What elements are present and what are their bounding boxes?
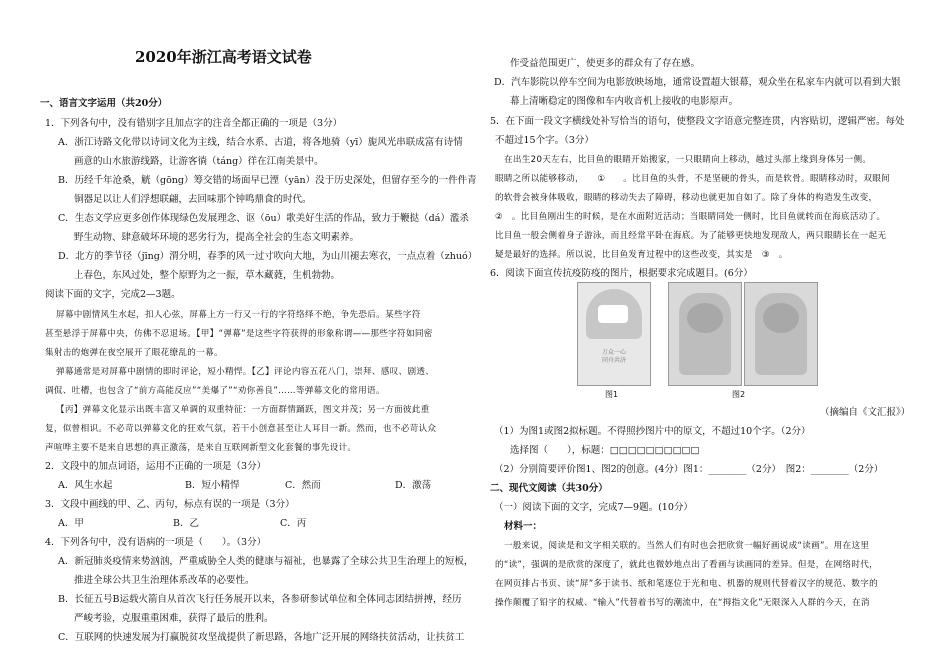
left-text-line: D．北方的季节径（jīng）渭分明，春季的风一过寸吹向大地，为山川褪去寒衣，一点点着（zhuó） <box>58 251 478 262</box>
left-text-line: 铜器足以让人们浮想联翩，去回味那个钟鸣鼎食的时代。 <box>74 194 312 205</box>
left-text-line: 野生动物、肆意破坏环境的恶劣行为，提高全社会的生态文明素养。 <box>74 232 360 243</box>
left-text-line: A．浙江诗路文化带以诗词文化为主线，结合水系、古道，将各地骑（yī）旎风光串联成富有诗情 <box>58 137 463 148</box>
left-text-line: 画意的山水旅游线路，让游客徜（táng）徉在江南美景中。 <box>74 156 324 167</box>
left-text-line: C．互联网的快速发展为打赢脱贫攻坚战提供了新思路，各地广泛开展的网络扶贫活动，让扶贫工 <box>58 632 465 643</box>
right-text-line: 操作颠覆了铅字的权威、“输入”代替着书写的潮流中，在“拇指文化”无限深入人群的今天，在消 <box>495 598 870 608</box>
right-text-line: 5．在下面一段文字横线处补写恰当的语句，使整段文字语意完整连贯，内容贴切，逻辑严密。每处 <box>490 116 905 127</box>
left-text-line: C．丙 <box>280 518 307 529</box>
door-god-right-head-icon <box>763 303 799 333</box>
right-text-line: 比目鱼一般会侧着身子游泳，而且经常平卧在海底。为了能够更快地发现敌人，两只眼睛长在一起无 <box>495 231 887 241</box>
left-text-line: 声喧哗主要不是来自思想的真正激荡，是来自互联网新型文化套餐的事先设计。 <box>45 443 357 453</box>
left-text-line: B．长征五号B运载火箭自从首次飞行任务展开以来，各参研参试单位和全体同志团结拼搏，经历 <box>58 594 462 605</box>
right-text-line: ② 。比目鱼刚出生的时候，是在水面附近活动；当眼睛同处一侧时，比目鱼就转而在海底活动了。 <box>495 212 886 222</box>
left-text-line: A．新冠肺炎疫情来势汹汹，严重威胁全人类的健康与福祉，也暴露了全球公共卫生治理上的短板， <box>58 556 474 567</box>
right-text-line: （2）分别简要评价图1、图2的创意。(4分）图1：________（2分） 图2：________（2分） <box>494 464 884 475</box>
left-text-line: 阅读下面的文字，完成2—3题。 <box>45 289 181 300</box>
left-text-line: 一、语言文字运用（共20分） <box>40 98 168 109</box>
right-text-line: 的“读”，强调的是欣赏的深度了，就此也微妙地点出了看画与读画同的差异。但是，在网络时代， <box>495 560 879 570</box>
right-text-line: 6．阅读下面宣传抗疫防疫的图片，根据要求完成题目。(6分） <box>490 268 753 279</box>
left-text-line: D．激荡 <box>395 480 432 491</box>
right-text-line: 二、现代文阅读（共30分） <box>490 483 608 494</box>
door-god-left-head-icon <box>687 303 723 333</box>
figure-1-poster <box>577 282 651 386</box>
right-text-line: 作受益范围更广，使更多的群众有了存在感。 <box>510 58 701 69</box>
right-text-line: 疑是最好的选择。所以说，比目鱼发育过程中的这些改变，其实是 ③ 。 <box>495 250 788 260</box>
left-text-line: 推进全球公共卫生治理体系改革的必要性。 <box>74 575 255 586</box>
left-text-line: C．然而 <box>285 480 321 491</box>
right-text-line: 的软骨会被身体吸收，眼睛的移动失去了障碍，移动也就更加自如了。除了身体的构造发生改变， <box>495 193 878 203</box>
right-text-line: 一般来说，阅读是和文字相关联的。当然人们有时也会把欣赏一幅好画说成“读画”。用在这里 <box>504 541 870 551</box>
left-text-line: 3．文段中画线的甲、乙、丙句，标点有误的一项是（3分） <box>45 499 295 510</box>
right-text-line: 在出生20天左右，比目鱼的眼睛开始搬家，一只眼睛向上移动，越过头部上缘到身体另一侧。 <box>504 155 872 165</box>
left-text-line: 严峻考验，克服重重困难，获得了最后的胜利。 <box>74 613 274 624</box>
figure-1-caption: 图1 <box>605 390 619 399</box>
left-text-line: 2．文段中的加点词语，运用不正确的一项是（3分） <box>45 461 267 472</box>
figure-2-caption: 图2 <box>732 390 746 399</box>
figure-1-text: 万众一心 同舟共济 <box>601 349 626 364</box>
face-mask-icon <box>598 305 628 323</box>
left-text-line: 复，似曾相识。不必苛以弹幕文化的狂欢气氛，若干小创意甚至让人耳目一新。然而，也不必苛认众 <box>45 424 437 434</box>
figure-2-door-god-right <box>744 282 818 386</box>
figure-2-door-god-left <box>668 282 742 386</box>
left-text-line: 上春色，东风过处，整个原野为之一振，草木藏蕤，生机勃勃。 <box>74 270 341 281</box>
right-text-line: 幕上清晰稳定的图像和车内收音机上接收的电影原声。 <box>510 96 739 107</box>
left-text-line: 集射击的炮弹在夜空展开了眼花缭乱的一幕。 <box>45 348 223 358</box>
right-text-line: 在网页排占书页、读“屏”多于读书、纸和笔逐位于光和电、机器的规则代替着汉字的规范、数字的 <box>495 579 879 589</box>
left-text-line: A．甲 <box>58 518 84 529</box>
left-text-line: C．生态文学应更多创作体现绿色发展理念、讴（ōu）歌美好生活的作品，致力于鞭挞（dá）濫杀 <box>58 213 469 224</box>
right-text-line: D．汽车影院以停车空间为电影放映场地，通常设置超大银幕，观众坐在私家车内就可以看到大银 <box>494 77 901 88</box>
left-text-line: 调侃、吐槽，也包含了“前方高能反应”“美爆了”“劝你善良”……等弹幕文化的常用语。 <box>45 386 385 396</box>
left-text-line: B．短小精悍 <box>185 480 240 491</box>
right-text-line: 材料一： <box>504 521 543 532</box>
left-text-line: 甚至悬浮于屏幕中央，仿佛不忍退场。【甲】“弹幕”是这些字符获得的形象称谓——那些字符如同密 <box>45 329 433 339</box>
right-text-line: 选择图（ ），标题：□□□□□□□□□□ <box>510 445 700 456</box>
page-title: 2020年浙江高考语文试卷 <box>135 48 312 66</box>
right-text-line: （1）为图1或图2拟标题。不得照抄图片中的原文，不超过10个字。（2分） <box>494 426 811 437</box>
right-text-line: 眼睛之所以能够移动， ① 。比目鱼的头骨，不是坚硬的骨头，而是软骨。眼睛移动时，双眼间 <box>495 174 891 184</box>
left-text-line: 【丙】弹幕文化显示出既丰富又单调的双重特征：一方面群情踊跃，图文并茂；另一方面彼此重 <box>56 405 430 415</box>
right-text-line: 不超过15个字。（3分） <box>495 135 594 146</box>
left-text-line: A．风生水起 <box>58 480 113 491</box>
left-text-line: 4．下列各句中，没有语病的一项是（ ）。（3分） <box>45 537 267 548</box>
left-text-line: 弹幕通常是对屏幕中剧情的即时评论，短小精悍。【乙】评论内容五花八门，崇拜、感叹、剧透、 <box>56 367 435 377</box>
left-text-line: B．历经千年沧桑，觥（gōng）筹交错的场面早已湮（yān）没于历史深处，但留存至今的一件件青 <box>58 175 477 186</box>
right-text-line: （一）阅读下面的文字，完成7—9题。(10分） <box>494 502 693 513</box>
left-text-line: 屏幕中剧情风生水起，扣人心弦，屏幕上方一行又一行的字符络绎不绝，争先恐后。某些字符 <box>56 310 421 320</box>
left-text-line: 1．下列各句中，没有错别字且加点字的注音全都正确的一项是（3分） <box>45 118 343 129</box>
left-text-line: B．乙 <box>173 518 199 529</box>
right-text-line: （摘编自《文汇报》） <box>820 407 911 418</box>
